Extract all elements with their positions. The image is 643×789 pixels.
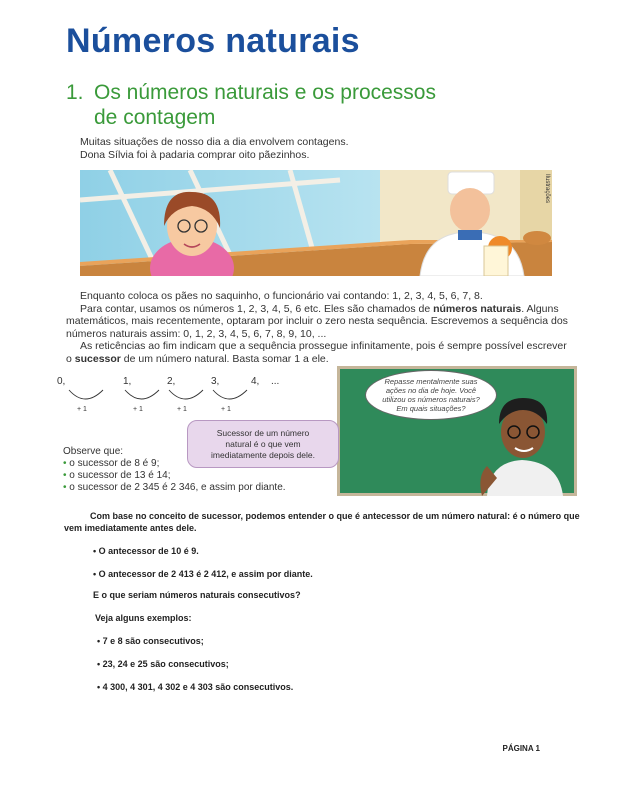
seq-4: 4, [251, 376, 260, 387]
bakery-scene [80, 170, 552, 276]
body-paragraph-1: Enquanto coloca os pães no saquinho, o funcionário vai contando: 1, 2, 3, 4, 5, 6, 7, 8. [80, 290, 483, 302]
observe-item-2: • o sucessor de 13 é 14; [63, 470, 171, 481]
observe-label: Observe que: [63, 446, 124, 457]
example-2: • 23, 24 e 25 são consecutivos; [97, 659, 229, 669]
seq-ellipsis: ... [271, 376, 280, 387]
definition-text: Sucessor de um número natural é o que vem imediatamente depois dele. [211, 427, 315, 460]
body-p2-a: Para contar, usamos os números 1, 2, 3, 4, 5, 6 etc. Eles são chamados de [80, 302, 434, 315]
bakery-illustration [80, 170, 552, 276]
seq-3: 3, [211, 376, 220, 387]
bullet-1: • O antecessor de 10 é 9. [93, 546, 199, 556]
antecessor-paragraph: Com base no conceito de sucessor, podemos entender o que é antecessor de um número natural: é o número que vem imediatamente antes dele. [64, 511, 580, 533]
page-title: Números naturais [66, 22, 360, 60]
body-p3-b: de um número natural. Basta somar 1 a ele. [120, 352, 329, 365]
section-number: 1. [66, 81, 84, 104]
observe-item-1: • o sucessor de 8 é 9; [63, 458, 160, 469]
intro-text [80, 136, 550, 161]
step-1: + 1 [77, 406, 87, 413]
step-4: + 1 [221, 406, 231, 413]
step-3: + 1 [177, 406, 187, 413]
step-2: + 1 [133, 406, 143, 413]
numeros-naturais-term: números naturais [433, 302, 522, 315]
page-number: PÁGINA 1 [502, 744, 540, 753]
bullet-2: • O antecessor de 2 413 é 2 412, e assim por diante. [93, 569, 313, 579]
examples-label: Veja alguns exemplos: [95, 613, 192, 623]
body-text [66, 290, 570, 365]
body-paragraph-2 [66, 303, 570, 341]
sequence-steps [57, 406, 297, 416]
seq-1: 1, [123, 376, 132, 387]
speech-bubble-text: Repasse mentalmente suas ações no dia de hoje. Você utilizou os números naturais? Em quais situações? [382, 377, 480, 413]
lower-paragraph [64, 510, 580, 534]
question-text: E o que seriam números naturais consecutivos? [93, 590, 301, 600]
observe-item-3: • o sucessor de 2 345 é 2 346, e assim por diante. [63, 482, 286, 493]
speech-bubble [365, 370, 497, 420]
intro-line-2: Dona Sílvia foi à padaria comprar oito pãezinhos. [80, 148, 310, 161]
example-3: • 4 300, 4 301, 4 302 e 4 303 são consecutivos. [97, 682, 294, 692]
body-p2-b: . [521, 302, 525, 315]
body-p3-a: As reticências ao fim indicam que a sequência prossegue infinitamente, pois é sempre possível escrever o [66, 340, 567, 365]
sequence-numbers [57, 376, 297, 388]
example-1: • 7 e 8 são consecutivos; [97, 636, 204, 646]
body-paragraph-3 [66, 340, 570, 365]
illustration-credit: Ilustrações [544, 174, 550, 204]
observe-list [63, 446, 286, 494]
seq-0: 0, [57, 376, 66, 387]
intro-line-1: Muitas situações de nosso dia a dia envolvem contagens. [80, 136, 349, 148]
seq-2: 2, [167, 376, 176, 387]
sucessor-term: sucessor [74, 352, 121, 365]
section-title-line2: de contagem [94, 106, 216, 129]
section-heading [66, 80, 436, 130]
body-p2-c: Alguns matemáticos, mais recentemente, optaram por incluir o zero nesta sequência. Escrevemos a sequência dos números naturais assim: 0, 1, 2, 3, 4, 5, 6, 7, 8, 9, 10, ... [66, 302, 568, 340]
section-title-line1: Os números naturais e os processos [94, 81, 436, 104]
successor-panel [57, 366, 577, 496]
